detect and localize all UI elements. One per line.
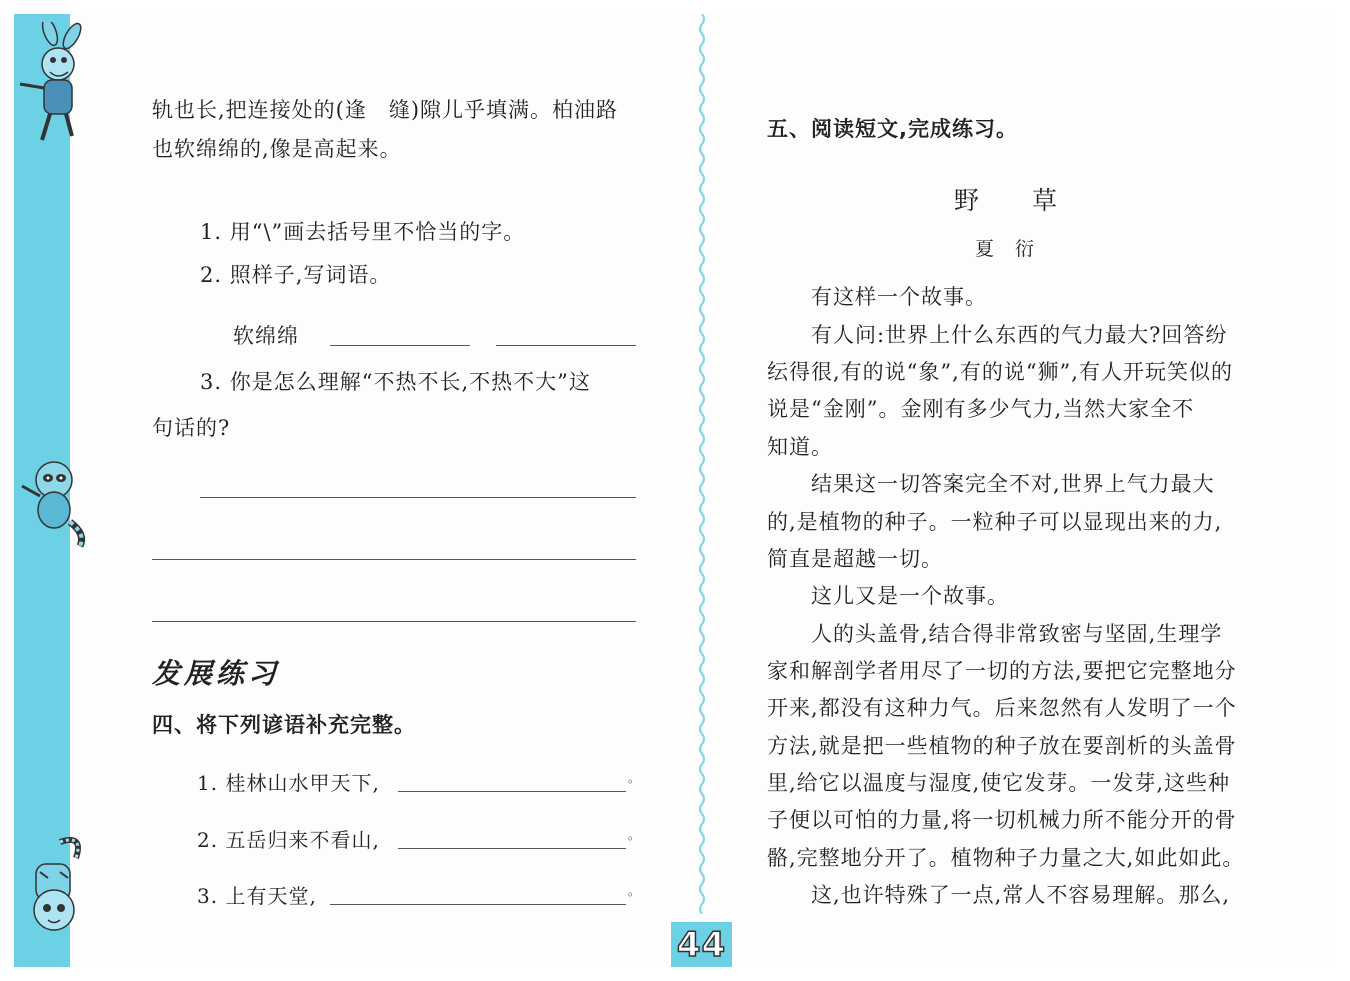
article-line: 的,是植物的种子。一粒种子可以显现出来的力,: [767, 510, 1223, 534]
proverb-1-blank[interactable]: [398, 791, 626, 792]
proverb-2: 2. 五岳归来不看山,: [197, 828, 380, 852]
proverb-3: 3. 上有天堂,: [197, 884, 317, 908]
proverb-3-blank[interactable]: [330, 904, 626, 905]
article-line: 这儿又是一个故事。: [811, 584, 1009, 608]
proverb-3-end: 。: [628, 884, 641, 898]
article-line: 有这样一个故事。: [811, 285, 987, 309]
raccoon-mascot-icon: [14, 452, 92, 552]
article-line: 结果这一切答案完全不对,世界上气力最大: [811, 472, 1215, 496]
article-line: 简直是超越一切。: [767, 547, 943, 571]
tiger-mascot-icon: [14, 828, 92, 938]
article-line: 骼,完整地分开了。植物种子力量之大,如此如此。: [767, 846, 1245, 870]
q2-example-word: 软绵绵: [233, 324, 299, 348]
article-title: 野 草: [954, 186, 1059, 215]
article-line: 开来,都没有这种力气。后来忽然有人发明了一个: [767, 696, 1237, 720]
article-line: 知道。: [767, 435, 833, 459]
question-1: 1. 用“\”画去括号里不恰当的字。: [200, 220, 526, 244]
article-line: 子便以可怕的力量,将一切机械力所不能分开的骨: [767, 808, 1237, 832]
article-line: 纭得很,有的说“象”,有的说“狮”,有人开玩笑似的: [767, 360, 1233, 384]
section-heading: 发展练习: [152, 657, 281, 690]
section-4-title: 四、将下列谚语补充完整。: [152, 713, 416, 737]
proverb-2-blank[interactable]: [398, 848, 626, 849]
passage-line-1: 轨也长,把连接处的(逢 缝)隙儿乎填满。柏油路: [152, 98, 619, 122]
proverb-2-end: 。: [628, 828, 641, 842]
question-3-line-1: 3. 你是怎么理解“不热不长,不热不大”这: [200, 370, 591, 394]
q3-answer-line-2[interactable]: [152, 559, 636, 560]
question-2: 2. 照样子,写词语。: [200, 263, 392, 287]
page-number-badge: [671, 922, 732, 967]
passage-line-2: 也软绵绵的,像是高起来。: [152, 137, 402, 161]
page-number: 44: [676, 924, 727, 965]
article-line: 这,也许特殊了一点,常人不容易理解。那么,: [811, 883, 1231, 907]
question-3-line-2: 句话的?: [152, 416, 231, 440]
article-line: 家和解剖学者用尽了一切的方法,要把它完整地分: [767, 659, 1237, 683]
article-line: 人的头盖骨,结合得非常致密与坚固,生理学: [811, 622, 1223, 646]
rabbit-mascot-icon: [14, 22, 92, 142]
q2-answer-blank-1[interactable]: [330, 345, 470, 346]
q3-answer-line-1[interactable]: [200, 497, 636, 498]
article-line: 有人问:世界上什么东西的气力最大?回答纷: [811, 323, 1228, 347]
article-line: 里,给它以温度与湿度,使它发芽。一发芽,这些种: [767, 771, 1231, 795]
proverb-1: 1. 桂林山水甲天下,: [197, 771, 380, 795]
section-5-title: 五、阅读短文,完成练习。: [767, 117, 1018, 141]
q3-answer-line-3[interactable]: [152, 621, 636, 622]
q2-answer-blank-2[interactable]: [496, 345, 636, 346]
article-line: 说是“金刚”。金刚有多少气力,当然大家全不: [767, 397, 1195, 421]
article-author: 夏 衍: [975, 238, 1036, 260]
page-divider: [697, 14, 707, 914]
article-line: 方法,就是把一些植物的种子放在要剖析的头盖骨: [767, 734, 1237, 758]
proverb-1-end: 。: [628, 771, 641, 785]
